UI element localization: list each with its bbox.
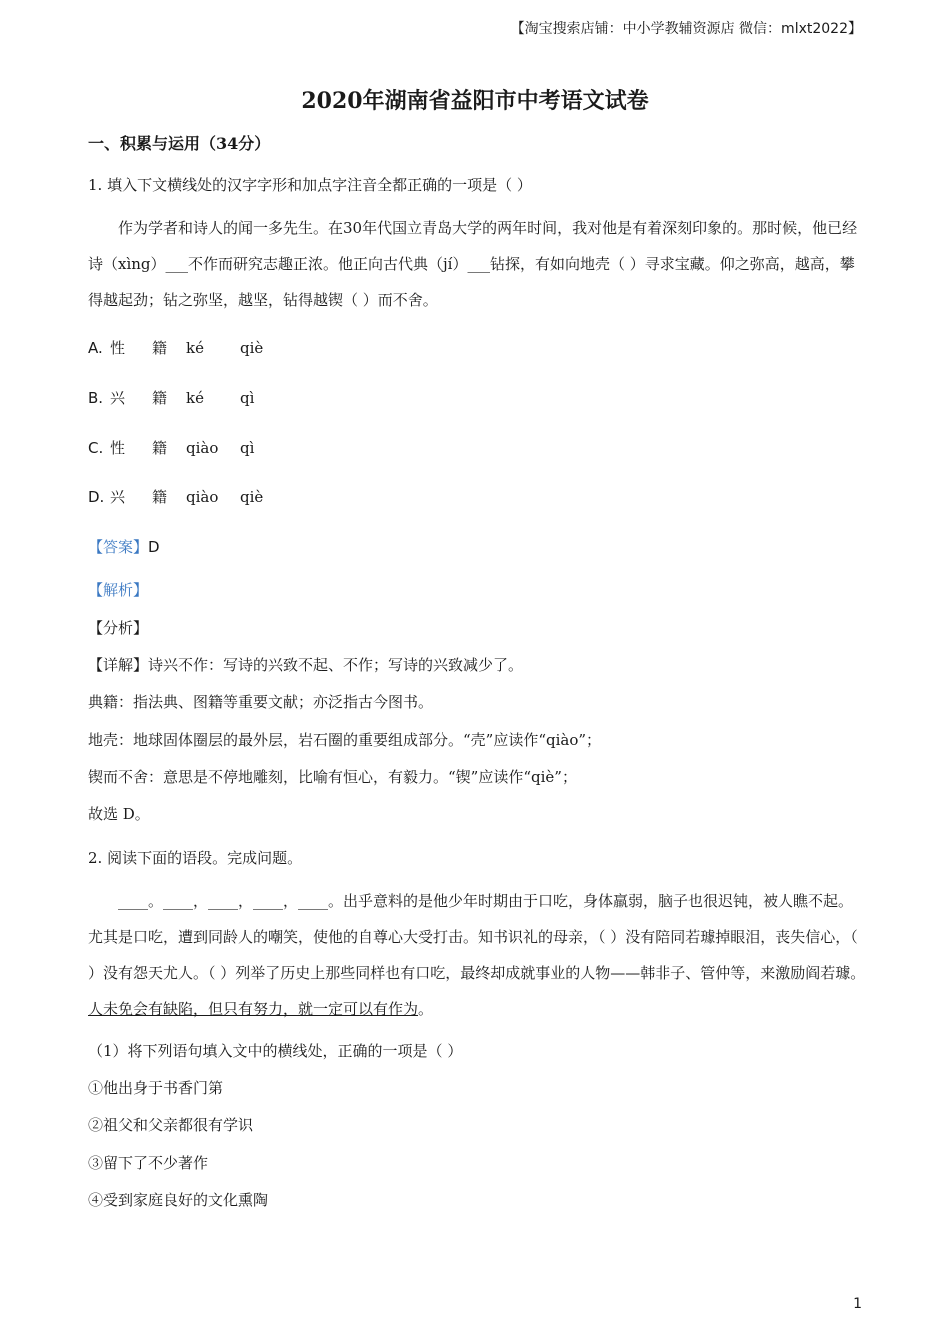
question-1-passage: 作为学者和诗人的闻一多先生。在30年代国立青岛大学的两年时间，我对他是有着深刻印象的。那时候，他已经诗（xìng）___不作而研究志趣正浓。他正向古代典（jí）___钻探，有如向地壳（ ）寻求宝藏。仰之弥高，越高，攀得越起劲；钻之弥坚，越坚，钻得越锲（ ）而不舍。 [88,219,858,309]
answer-line [88,536,160,557]
option-char-1: 兴 [110,488,126,506]
option-char-1: 兴 [110,389,126,407]
option-pinyin-1: qiào [186,439,219,457]
option-letter: C. [88,439,104,457]
detail-line: 地壳：地球固体圈层的最外层，岩石圈的重要组成部分。“壳”应读作“qiào”； [88,731,602,749]
page-number: 1 [853,1296,862,1312]
passage-main: ____。____，____，____，____。出乎意料的是他少年时期由于口吃，身体羸弱，脑子也很迟钝，被人瞧不起。尤其是口吃，遭到同龄人的嘲笑，使他的自尊心大受打击。知书识礼的母亲，（ ）没有陪同若璩掉眼泪，丧失信心，（ ）没有怨天尤人。（ ）列举了历史上那些同样也有口吃，最终却成就事业的人物——韩非子、管仲等，来激励阎若璩。 [88,892,866,982]
detail-line: 故选 D。 [88,805,150,823]
question-1-stem: 1. 填入下文横线处的汉字字形和加点字注音全都正确的一项是（ ） [88,176,532,194]
option-c [88,437,254,458]
option-char-1: 性 [110,339,126,357]
page-title: 2020年湖南省益阳市中考语文试卷 [301,88,649,114]
detail-line: 锲而不舍：意思是不停地雕刻，比喻有恒心，有毅力。“锲”应读作“qiè”； [88,768,577,786]
option-char-2: 籍 [152,339,168,357]
list-item: ①他出身于书香门第 [88,1079,224,1097]
option-letter: A. [88,339,103,357]
option-pinyin-2: qiè [240,488,264,506]
option-d [88,486,263,507]
list-item: ③留下了不少著作 [88,1154,209,1172]
option-pinyin-2: qì [240,389,255,407]
option-pinyin-2: qiè [240,339,264,357]
answer-value: D [148,538,160,556]
option-pinyin-1: ké [186,339,204,357]
answer-tag: 【答案】 [88,538,149,556]
sub-question-1: （1）将下列语句填入文中的横线处，正确的一项是（ ） [88,1042,463,1060]
option-char-2: 籍 [152,389,168,407]
analysis-tag: 【解析】 [88,581,149,599]
passage-underlined: 人未免会有缺陷，但只有努力，就一定可以有作为 [88,1000,419,1018]
list-item: ④受到家庭良好的文化熏陶 [88,1191,269,1209]
question-2-passage [88,883,866,1027]
option-pinyin-1: qiào [186,488,219,506]
question-2-stem: 2. 阅读下面的语段。完成问题。 [88,849,303,867]
list-item: ②祖父和父亲都很有学识 [88,1116,254,1134]
option-pinyin-1: ké [186,389,204,407]
detail-line: 【详解】诗兴不作：写诗的兴致不起、不作；写诗的兴致减少了。 [88,656,524,674]
option-letter: B. [88,389,104,407]
passage-end: 。 [418,1000,434,1018]
fenxi-tag: 【分析】 [88,619,149,637]
detail-line: 典籍：指法典、图籍等重要文献；亦泛指古今图书。 [88,693,434,711]
option-pinyin-2: qì [240,439,255,457]
option-char-2: 籍 [152,439,168,457]
option-char-1: 性 [110,439,126,457]
option-char-2: 籍 [152,488,168,506]
header-note: 【淘宝搜索店铺：中小学教辅资源店 微信：mlxt2022】 [510,21,862,37]
option-letter: D. [88,488,105,506]
option-b [88,387,254,408]
section-heading: 一、积累与运用（34分） [88,134,271,153]
option-a [88,337,263,358]
